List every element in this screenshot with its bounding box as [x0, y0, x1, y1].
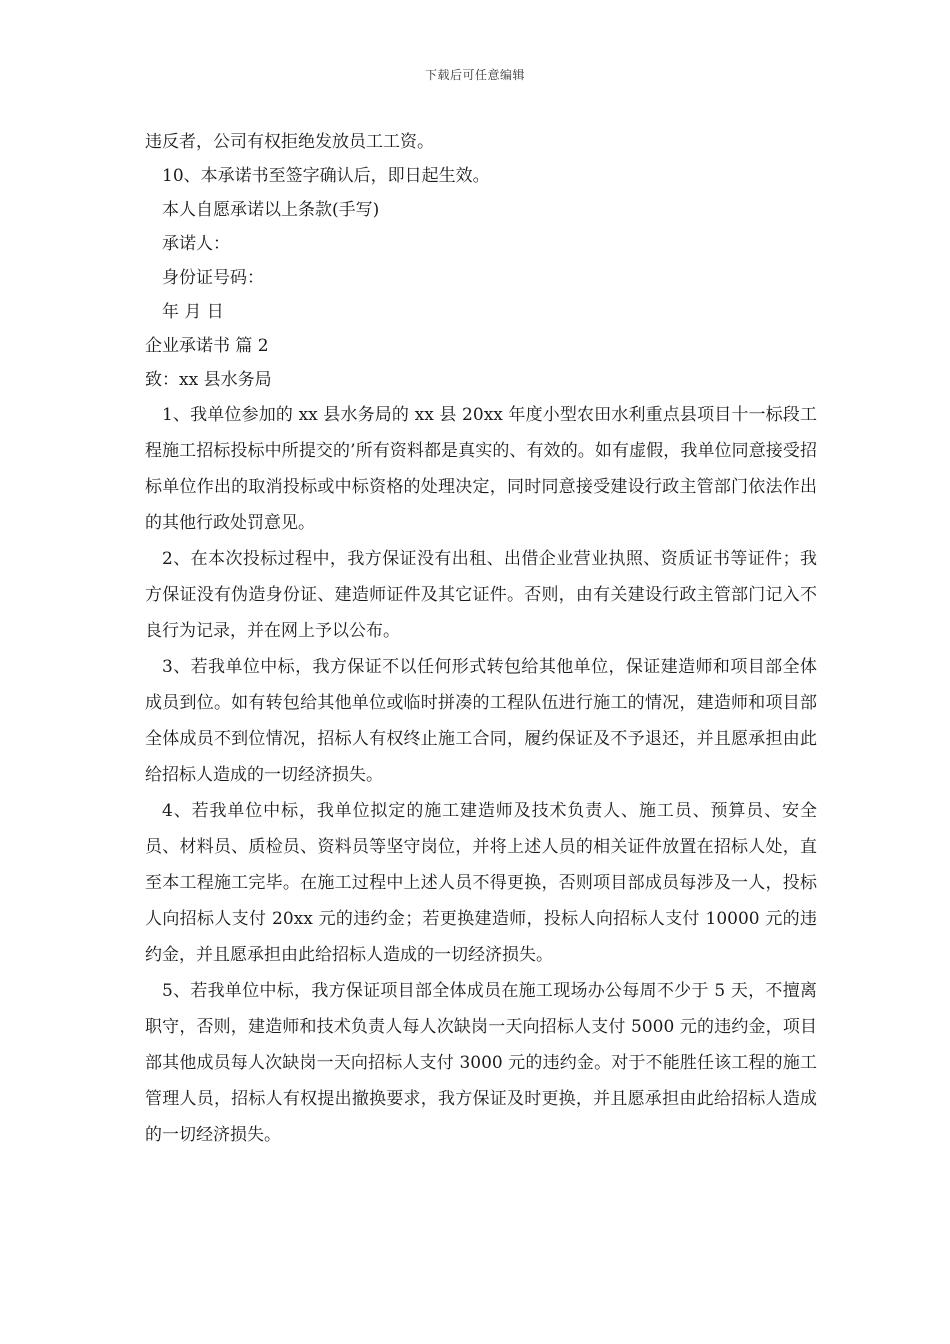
- addressee: 致：xx 县水务局: [145, 370, 272, 390]
- text-line: 10、本承诺书至签字确认后，即日起生效。: [162, 166, 490, 186]
- signer-label: 承诺人：: [162, 234, 230, 254]
- text-line: 本人自愿承诺以上条款(手写): [162, 200, 380, 220]
- header-note: 下载后可任意编辑: [424, 68, 525, 82]
- paragraph: 5、若我单位中标，我方保证项目部全体成员在施工现场办公每周不少于 5 天，不擅离职守，否则，建造师和技术负责人每人次缺岗一天向招标人支付 5000 元的违约金，项目部其他成员每人次缺岗一天向招标人支付 3000 元的违约金。对于不能胜任该工程的施工管理人员，招标人有权提出撤换要求，我方保证及时更换，并且愿承担由此给招标人造成的一切经济损失。: [145, 981, 817, 1145]
- paragraph: 1、我单位参加的 xx 县水务局的 xx 县 20xx 年度小型农田水利重点县项目十一标段工程施工招标投标中所提交的’所有资料都是真实的、有效的。如有虚假，我单位同意接受招标单位作出的取消投标或中标资格的处理决定，同时同意接受建设行政主管部门依法作出的其他行政处罚意见。: [145, 405, 817, 533]
- id-number-label: 身份证号码：: [162, 268, 264, 288]
- date-label: 年 月 日: [162, 302, 224, 322]
- text-line: 违反者，公司有权拒绝发放员工工资。: [145, 132, 434, 152]
- section-title: 企业承诺书 篇 2: [145, 336, 269, 356]
- paragraph: 4、若我单位中标，我单位拟定的施工建造师及技术负责人、施工员、预算员、安全员、材料员、质检员、资料员等坚守岗位，并将上述人员的相关证件放置在招标人处，直至本工程施工完毕。在施工过程中上述人员不得更换，否则项目部成员每涉及一人，投标人向招标人支付 20xx 元的违约金；若更换建造师，投标人向招标人支付 10000 元的违约金，并且愿承担由此给招标人造成的一切经济损失。: [145, 801, 817, 965]
- paragraph: 3、若我单位中标，我方保证不以任何形式转包给其他单位，保证建造师和项目部全体成员到位。如有转包给其他单位或临时拼凑的工程队伍进行施工的情况，建造师和项目部全体成员不到位情况，招标人有权终止施工合同，履约保证及不予退还，并且愿承担由此给招标人造成的一切经济损失。: [145, 657, 817, 785]
- document-body: [145, 125, 817, 1153]
- paragraph: 2、在本次投标过程中，我方保证没有出租、出借企业营业执照、资质证书等证件；我方保证没有伪造身份证、建造师证件及其它证件。否则，由有关建设行政主管部门记入不良行为记录，并在网上予以公布。: [145, 549, 817, 641]
